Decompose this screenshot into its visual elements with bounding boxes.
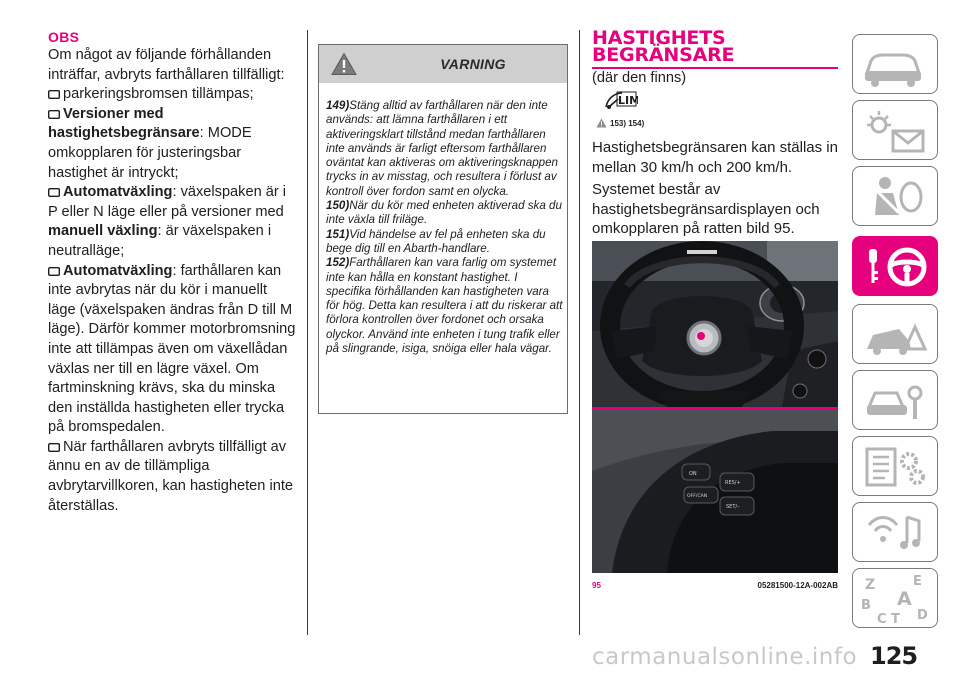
car-dashboard-icon (853, 35, 939, 95)
sidebar-tab-warnings[interactable] (852, 100, 938, 160)
alphabetical-index-icon (853, 569, 939, 629)
index-letter: C (877, 612, 887, 627)
button-label-off: OFF/CAN (687, 494, 708, 499)
section-subtitle: (där den finns) (592, 70, 687, 86)
warning-item-149 (326, 99, 563, 199)
obs-item-2 (48, 105, 296, 183)
index-letter: D (917, 608, 928, 623)
index-letter: E (913, 574, 922, 589)
warning-item-151 (326, 228, 563, 257)
sidebar-tab-emergency[interactable] (852, 304, 938, 364)
speed-limiter-symbol-icon (604, 89, 638, 116)
section-paragraph-1: Hastighetsbegränsaren kan ställas in mellan 30 km/h och 200 km/h. (592, 139, 838, 176)
steering-wheel-photo (592, 241, 838, 573)
obs-heading: OBS (48, 29, 80, 45)
sidebar-tab-technical-data[interactable] (852, 436, 938, 496)
breakdown-car-icon (853, 305, 939, 365)
watermark: carmanualsonline.info (592, 644, 858, 670)
obs-item-tail: : är växelspaken i neutralläge; (48, 223, 272, 259)
obs-item-bold: Versioner med hastighetsbegränsare (48, 105, 200, 142)
obs-item-text: : MODE omkopplaren för justeringsbar hastighet är intryckt; (48, 125, 252, 181)
warning-triangle-icon (331, 52, 357, 81)
figure-code: 05281500-12A-002AB (757, 581, 838, 590)
warning-item-number: 150) (326, 199, 350, 213)
checkbox-bullet-icon (48, 188, 60, 197)
warning-title: VARNING (440, 56, 506, 72)
obs-item-text: parkeringsbromsen tillämpas; (63, 86, 254, 103)
obs-item-text: : farthållaren kan inte avbrytas när du kör i manuellt läge (växelspaken ändras från D till M läge). Därför kommer motorbromsning inte att tillämpas även om växellådan växlas ner till en lägre växel. Om fartminskning krävs, ska du minska den inställda hastigheten eller trycka på bromspedalen. (48, 262, 296, 436)
obs-intro: Om något av följande förhållanden inträffar, avbryts farthållaren tillfälligt: (48, 47, 285, 83)
sidebar-tab-safety[interactable] (852, 166, 938, 226)
warning-item-number: 151) (326, 227, 350, 241)
warning-item-152 (326, 256, 563, 356)
index-letter: B (861, 598, 871, 613)
warning-item-text: När du kör med enheten aktiverad ska du inte växla till friläge. (326, 199, 562, 227)
column-divider (579, 30, 580, 635)
warning-item-text: Farthållaren kan vara farlig om systemet inte kan hålla en konstant hastighet. I specifika förhållanden kan hastigheten vara för hög. Detta kan resultera i att du riskerar att förlora kontrollen över fordonet och orsaka olyckor. Använd inte enheten i tung trafik eller på slingrande, isiga, snöiga eller hala vägar. (326, 256, 563, 356)
warning-box (318, 44, 568, 414)
section-title (592, 27, 840, 66)
sidebar-tab-dashboard[interactable] (852, 34, 938, 94)
warning-body (319, 83, 567, 356)
seatbelt-airbag-icon (853, 167, 939, 227)
section-paragraph-2: Systemet består av hastighetsbegränsardisplayen och omkopplaren på ratten bild 95. (592, 181, 820, 237)
button-label-on: ON (689, 471, 697, 477)
obs-item-text: När farthållaren avbryts tillfälligt av ännu en av de tillämpliga avbrytarvillkoren, kan hastigheten inte återställas. (48, 438, 293, 514)
button-label-set: SET/– (726, 504, 740, 510)
index-letter: Z (865, 577, 876, 593)
section-title-line-2: BEGRÄNSARE (592, 44, 735, 66)
warning-triangle-icon (596, 118, 607, 130)
car-maintenance-icon (853, 371, 939, 431)
checkbox-bullet-icon (48, 267, 60, 276)
button-label-res: RES/+ (725, 480, 741, 486)
section-title-line-1: HASTIGHETS (592, 27, 726, 49)
warning-lights-message-icon (853, 101, 939, 161)
warning-item-number: 152) (326, 256, 350, 270)
column-divider (307, 30, 308, 635)
obs-item-3 (48, 183, 296, 261)
section-title-rule (592, 67, 838, 69)
obs-column (48, 28, 296, 516)
warning-item-text: Vid händelse av fel på enheten ska du bege dig till en Abarth-handlare. (326, 227, 546, 255)
figure-number: 95 (592, 581, 601, 590)
key-steering-wheel-icon (853, 237, 939, 297)
obs-item-bold: Automatväxling (63, 184, 173, 201)
page-number: 125 (870, 642, 918, 670)
index-letter: T (891, 612, 900, 627)
obs-item-4 (48, 262, 296, 438)
sidebar-tab-starting-driving[interactable] (852, 236, 938, 296)
obs-item-bold: Automatväxling (63, 262, 173, 279)
warning-item-text: Stäng alltid av farthållaren när den inte används: att lämna farthållaren i ett aktiveringsklart tillstånd medan farthållaren inte används är farligt eftersom farthållaren oväntat kan aktiveras om aktiveringsknappen trycks in av misstag, och resultera i förlust av kontroll över fordon samt en olycka. (326, 99, 559, 198)
checkbox-bullet-icon (48, 443, 60, 452)
warning-references: 153) 154) (596, 118, 644, 130)
warning-item-150 (326, 199, 563, 228)
obs-item-bold-2: manuell växling (48, 223, 158, 240)
warning-header (319, 45, 567, 83)
svg-text:LIM: LIM (618, 94, 638, 107)
sidebar-tab-index[interactable] (852, 568, 938, 628)
warning-item-number: 149) (326, 99, 350, 112)
sidebar-tab-maintenance[interactable] (852, 370, 938, 430)
obs-item-5 (48, 438, 296, 516)
sidebar-tab-multimedia[interactable] (852, 502, 938, 562)
multimedia-music-icon (853, 503, 939, 563)
obs-item-1 (48, 85, 296, 105)
figure-separator (592, 407, 838, 409)
index-letter: A (897, 588, 912, 610)
checkbox-bullet-icon (48, 90, 60, 99)
technical-data-gears-icon (853, 437, 939, 497)
obs-item-text: : växelspaken är i P eller N läge eller på versioner med (48, 184, 287, 220)
checkbox-bullet-icon (48, 110, 60, 119)
